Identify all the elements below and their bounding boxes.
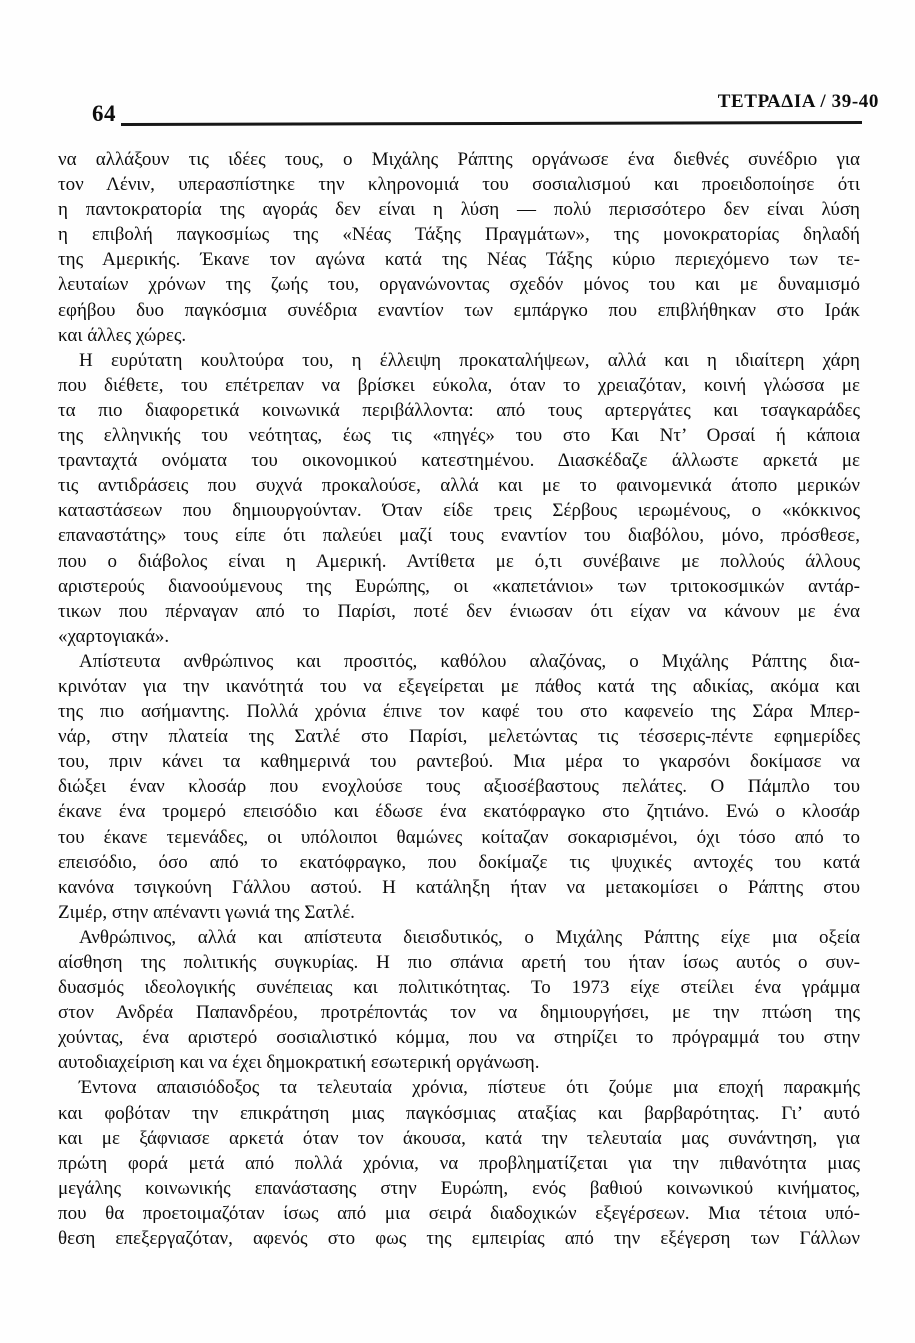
text-line: και άλλες χώρες. [58,324,187,346]
text-line: αίσθηση της πολιτικής συγκυρίας. Η πιο σπάνια αρετή του ήταν ίσως αυτός ο συν- [58,952,860,973]
text-line: χούντας, ένα αριστερό σοσιαλιστικό κόμμα, που να στηρίζει το πρόγραμμά του στην [58,1027,860,1049]
text-line: που ο διάβολος είναι η Αμερική. Αντίθετα με ό,τι συνέβαινε με πολλούς άλλους [58,550,860,572]
text-line: Ζιμέρ, στην απέναντι γωνιά της Σατλέ. [58,901,355,923]
text-line: κρινόταν για την ικανότητά του να εξεγείρεται με πάθος κατά της αδικίας, ακόμα και [58,675,860,697]
text-line: Η ευρύτατη κουλτούρα του, η έλλειψη προκαταλήψεων, αλλά και η ιδιαίτερη χάρη [79,349,860,371]
text-line: τρανταχτά ονόματα του οικονομικού κατεστημένου. Διασκέδαζε άλλωστε αρκετά με [58,450,860,472]
paragraph [58,1075,860,1251]
text-line: που θα προετοιμαζόταν ίσως από μια σειρά διαδοχικών εξεγέρσεων. Μια τέτοια υπό- [58,1202,860,1224]
text-line: του έκανε τεμενάδες, οι υπόλοιποι θαμώνες κοίταζαν σοκαρισμένοι, όχι τόσο από το [58,826,860,848]
text-line: του, πριν κάνει τα καθημερινά του ραντεβού. Μια μέρα το γκαρσόνι δοκίμασε να [58,751,860,773]
text-line: στον Ανδρέα Παπανδρέου, προτρέποντάς τον να δημιουργήσει, με την πτώση της [58,1002,860,1024]
text-line: η επιβολή παγκοσμίως της «Νέας Τάξης Πραγμάτων», της μονοκρατορίας δηλαδή [58,224,860,246]
text-line: κανόνα τσιγκούνη Γάλλου αστού. Η κατάληξη ήταν να μετακομίσει ο Ράπτης στου [58,876,860,898]
paragraph [58,147,860,348]
text-line: τις αντιδράσεις που συχνά προκαλούσε, αλλά και με το φαινομενικά άτοπο μερικών [58,475,860,497]
text-line: «χαρτογιακά». [58,625,170,647]
text-line: αριστερούς διανοούμενους της Ευρώπης, οι «καπετάνιοι» των τριτοκοσμικών αντάρ- [58,575,860,597]
text-line: τον Λένιν, υπερασπίστηκε την κληρονομιά του σοσιαλισμού και προειδοποίησε ότι [58,174,860,196]
text-line: λευταίων χρόνων της ζωής του, οργανώνοντας σχεδόν μόνος του και με δυναμισμό [58,274,860,296]
text-line: Έντονα απαισιόδοξος τα τελευταία χρόνια, πίστευε ότι ζούμε μια εποχή παρακμής [79,1077,860,1099]
text-line: εφήβου δυο παγκόσμια συνέδρια εναντίον των εμπάργκο που επιβλήθηκαν στο Ιράκ [58,299,860,321]
text-line: και φοβόταν την επικράτηση μιας παγκόσμιας αταξίας και βαρβαρότητας. Γι’ αυτό [58,1102,860,1124]
text-line: επαναστάτης» τους είπε ότι παλεύει μαζί τους εναντίον του διαβόλου, μόνο, πρόσθεσε, [58,525,860,547]
header-rule [121,121,862,126]
text-line: Απίστευτα ανθρώπινος και προσιτός, καθόλου αλαζόνας, ο Μιχάλης Ράπτης δια- [79,650,860,672]
text-line: τικων που πέρναγαν από το Παρίσι, ποτέ δεν ένιωσαν ότι είχαν να κάνουν με ένα [58,600,860,622]
page-number: 64 [92,101,116,126]
text-line: έκανε ένα τρομερό επεισόδιο και έδωσε ένα εκατόφραγκο στο ζητιάνο. Ενώ ο κλοσάρ [58,801,860,823]
paragraph [58,925,860,1076]
text-line: νάρ, στην πλατεία της Σατλέ στο Παρίσι, μελετώντας τις τέσσερις-πέντε εφημερίδες [58,726,860,748]
text-line: της πιο ασήμαντης. Πολλά χρόνια έπινε τον καφέ του στο καφενείο της Σάρα Μπερ- [58,701,860,723]
text-line: θεση επεξεργαζόταν, αφενός στο φως της εμπειρίας από την εξέγερση των Γάλλων [58,1228,860,1250]
text-line: μεγάλης κοινωνικής επανάστασης στην Ευρώπη, ενός βαθιού κοινωνικού κινήματος, [58,1177,860,1199]
text-line: δυασμός ιδεολογικής συνέπειας και πολιτικότητας. Το 1973 είχε στείλει ένα γράμμα [58,977,860,999]
text-line: Ανθρώπινος, αλλά και απίστευτα διεισδυτικός, ο Μιχάλης Ράπτης είχε μια οξεία [79,926,860,948]
text-line: διώξει έναν κλοσάρ που ενοχλούσε τους αξιοσέβαστους πελάτες. Ο Πάμπλο του [58,776,860,798]
text-line: της ελληνικής του νεότητας, έως τις «πηγές» του στο Και Ντ’ Ορσαί ή κάποια [58,425,860,447]
text-line: της Αμερικής. Έκανε τον αγώνα κατά της Νέας Τάξης κύριο περιεχόμενο των τε- [58,249,860,271]
text-line: πρώτη φορά μετά από πολλά χρόνια, να προβληματίζεται για την πιθανότητα μιας [58,1152,860,1174]
journal-header: ΤΕΤΡΑΔΙΑ / 39-40 [717,91,879,112]
text-line: να αλλάξουν τις ιδέες τους, ο Μιχάλης Ράπτης οργάνωσε ένα διεθνές συνέδριο για [58,149,860,170]
text-line: επεισόδιο, όσο από το εκατόφραγκο, που δοκίμαζε τις ψυχικές αντοχές του κατά [58,851,860,873]
text-line: αυτοδιαχείριση και να έχει δημοκρατική εσωτερική οργάνωση. [58,1052,540,1074]
text-line: τα πιο διαφορετικά κοινωνικά περιβάλλοντα: από τους αρτεργάτες και τσαγκαράδες [58,399,860,421]
text-line: η παντοκρατορία της αγοράς δεν είναι η λύση — πολύ περισσότερο δεν είναι λύση [58,199,860,221]
text-line: που διέθετε, του επέτρεπαν να βρίσκει εύκολα, όταν το χρειαζόταν, κοινή γλώσσα με [58,374,860,396]
text-body [58,147,860,1251]
text-line: καταστάσεων που δημιουργούνταν. Όταν είδε τρεις Σέρβους ιερωμένους, ο «κόκκινος [58,500,860,522]
paragraph [58,649,860,925]
paragraph [58,348,860,649]
text-line: και με ξάφνιασε αρκετά όταν τον άκουσα, κατά την τελευταία μας συνάντηση, για [58,1127,860,1149]
